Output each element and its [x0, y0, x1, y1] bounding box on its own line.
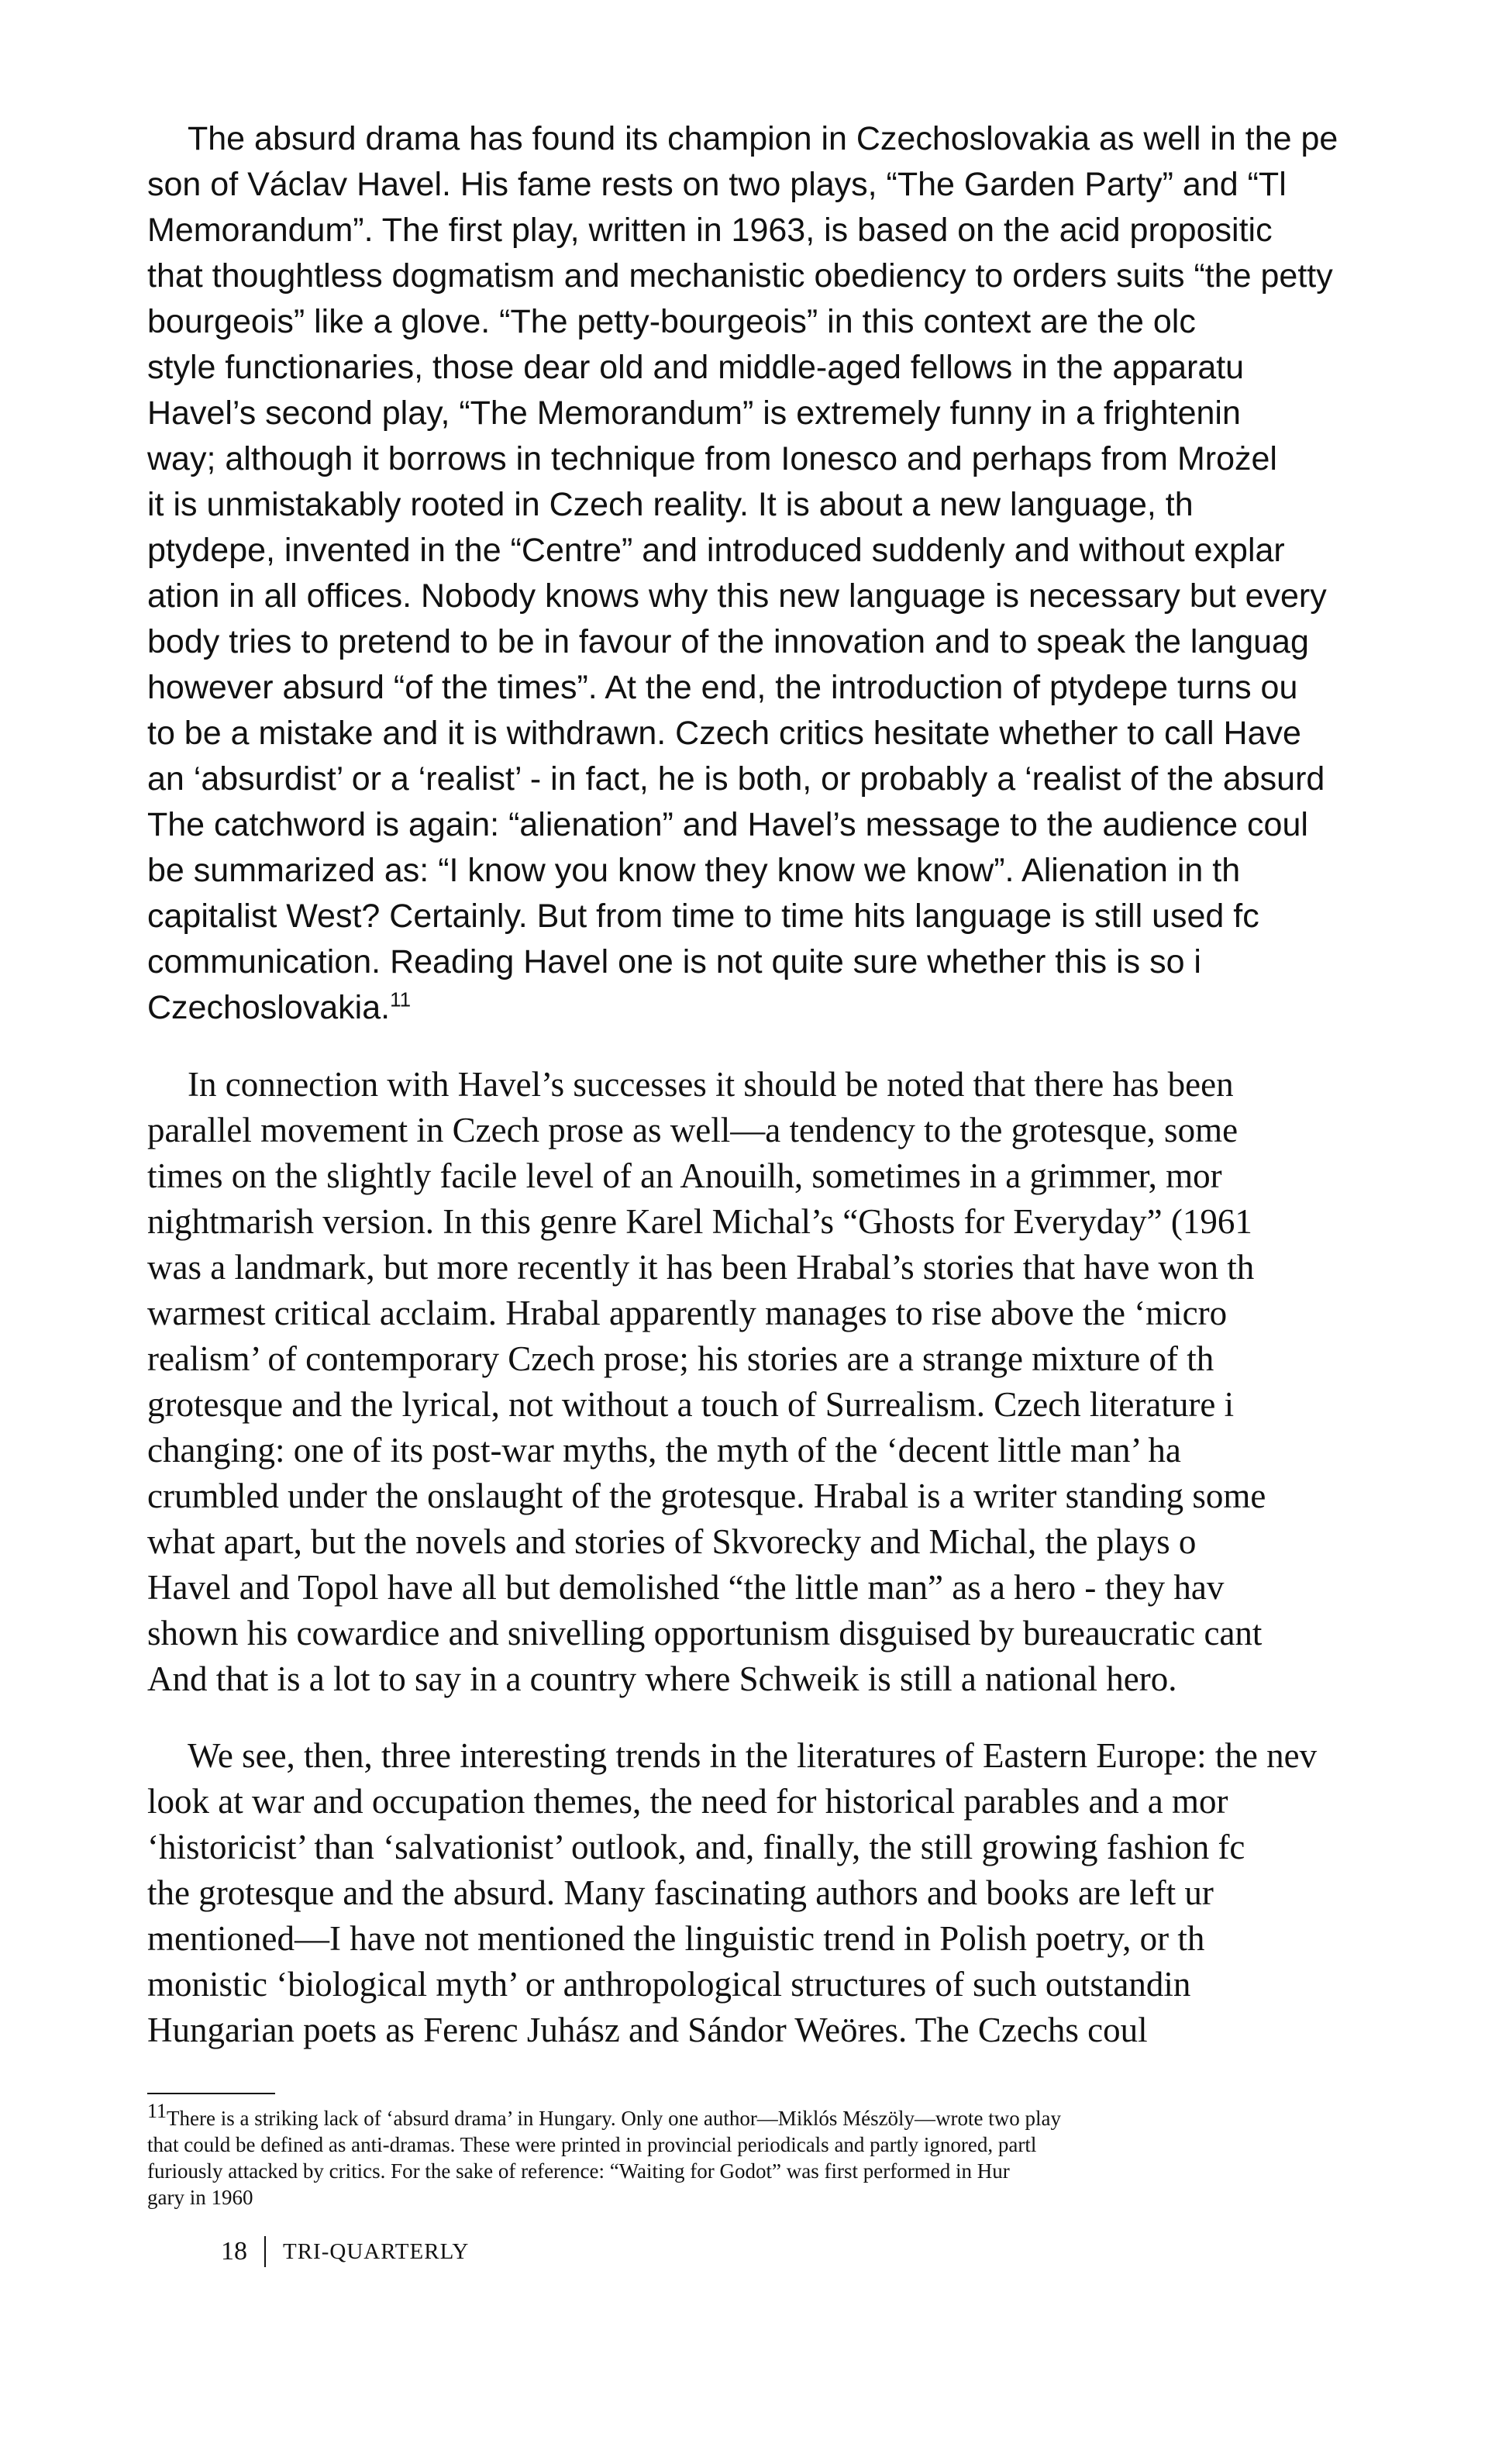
paragraph-havel	[147, 116, 1349, 1031]
page-footer	[221, 2236, 469, 2267]
footnote-marker: 11	[147, 2100, 167, 2122]
footnote-rule	[147, 2093, 275, 2094]
journal-name: TRI-QUARTERLY	[283, 2238, 470, 2264]
paragraph-czech-prose: In connection with Havel’s successes it should be noted that there has been parallel movement in Czech prose as well—a tendency to the grotesque, some times on the slightly facile level of an Anouilh, sometimes in a grimmer, mor nightmarish version. In this genre Karel Michal’s “Ghosts for Everyday” (1961 was a landmark, but more recently it has been Hrabal’s stories that have won th warmest critical acclaim. Hrabal apparently manages to rise above the ‘micro realism’ of contemporary Czech prose; his stories are a strange mixture of th grotesque and the lyrical, not without a touch of Surrealism. Czech literature i changing: one of its post-war myths, the myth of the ‘decent little man’ ha crumbled under the onslaught of the grotesque. Hrabal is a writer standing some what apart, but the novels and stories of Skvorecky and Michal, the plays o Havel and Topol have all but demolished “the little man” as a hero - they hav shown his cowardice and snivelling opportunism disguised by bureaucratic cant And that is a lot to say in a country where Schweik is still a national hero.	[147, 1065, 1266, 1698]
paragraph-trends: We see, then, three interesting trends in the literatures of Eastern Europe: the nev look at war and occupation themes, the need for historical parables and a mor ‘historicist’ than ‘salvationist’ outlook, and, finally, the still growing fashion fc the grotesque and the absurd. Many fascinating authors and books are left ur mentioned—I have not mentioned the linguistic trend in Polish poetry, or th monistic ‘biological myth’ or anthropological structures of such outstandin Hungarian poets as Ferenc Juhász and Sándor Weöres. The Czechs coul	[147, 1736, 1318, 2049]
footer-divider	[264, 2236, 266, 2267]
footnote	[147, 2100, 1349, 2211]
paragraph-havel-text: The absurd drama has found its champion in Czechoslovakia as well in the pe son of Václav Havel. His fame rests on two plays, “The Garden Party” and “Tl Memorandum”. The first play, written in 1963, is based on the acid propositic that thoughtless dogmatism and mechanistic obediency to orders suits “the petty bourgeois” like a glove. “The petty-bourgeois” in this context are the olc style functionaries, those dear old and middle-aged fellows in the apparatu Havel’s second play, “The Memorandum” is extremely funny in a frightenin way; although it borrows in technique from Ionesco and perhaps from Mrożel it is unmistakably rooted in Czech reality. It is about a new language, th ptydepe, invented in the “Centre” and introduced suddenly and without explar ation in all offices. Nobody knows why this new language is necessary but every body tries to pretend to be in favour of the innovation and to speak the languag however absurd “of the times”. At the end, the introduction of ptydepe turns ou to be a mistake and it is withdrawn. Czech critics hesitate whether to call Have an ‘absurdist’ or a ‘realist’ - in fact, he is both, or probably a ‘realist of the absurd The catchword is again: “alienation” and Havel’s message to the audience coul be summarized as: “I know you know they know we know”. Alienation in th capitalist West? Certainly. But from time to time hits language is still used fc communication. Reading Havel one is not quite sure whether this is so i Czechoslovakia.	[147, 120, 1338, 1026]
page-number: 18	[221, 2237, 247, 2266]
body-text	[147, 116, 1349, 2053]
footnote-reference: 11	[390, 987, 412, 1011]
footnote-text: There is a striking lack of ‘absurd drama’ in Hungary. Only one author—Miklós Mészöly—wrote two play that could be defined as anti-dramas. These were printed in provincial periodicals and partly ignored, partl furiously attacked by critics. For the sake of reference: “Waiting for Godot” was first performed in Hur gary in 1960	[147, 2107, 1062, 2209]
